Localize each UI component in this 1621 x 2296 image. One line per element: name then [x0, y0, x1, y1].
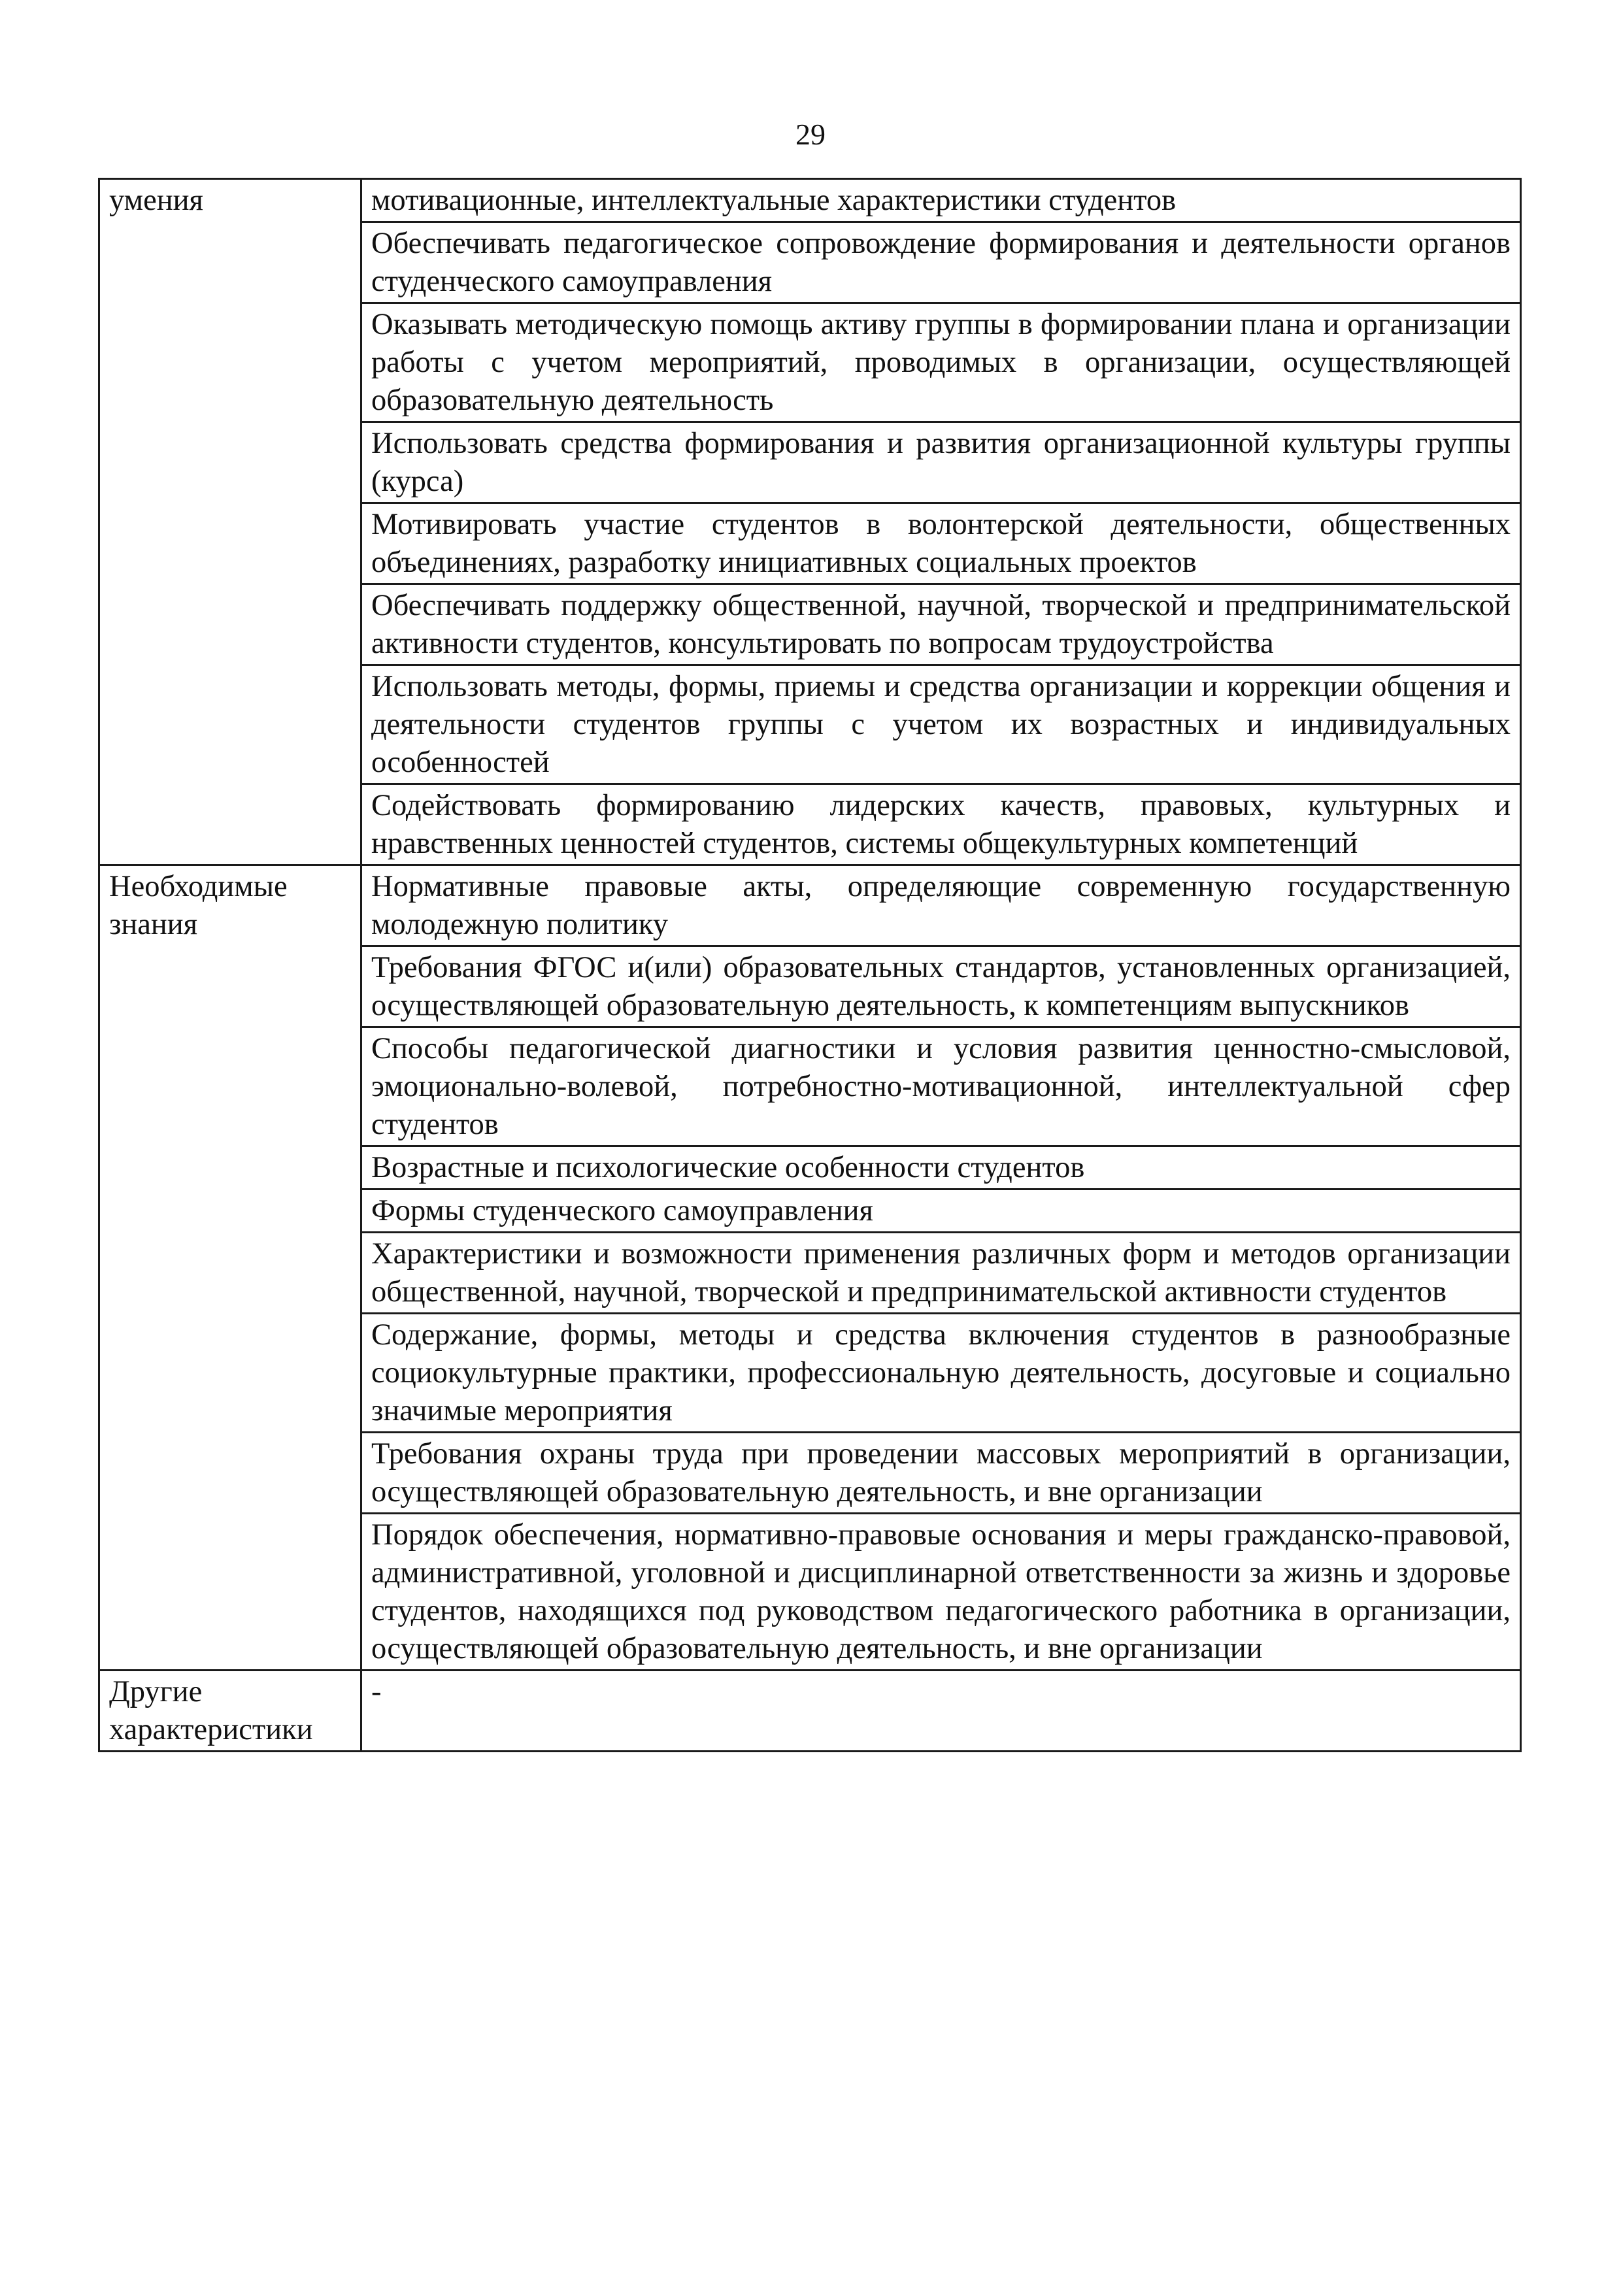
section-label-empty [99, 422, 361, 503]
table-cell: Обеспечивать педагогическое сопровождение формирования и деятельности органов студенческого самоуправления [361, 222, 1521, 303]
table-row [99, 1190, 1521, 1233]
table-cell: Требования ФГОС и(или) образовательных стандартов, установленных организацией, осуществляющей образовательную деятельность, к компетенциям выпускников [361, 946, 1521, 1027]
section-label-empty [99, 665, 361, 784]
table-row [99, 1146, 1521, 1190]
table-cell: Использовать методы, формы, приемы и средства организации и коррекции общения и деятельности студентов группы с учетом их возрастных и индивидуальных особенностей [361, 665, 1521, 784]
table-row [99, 946, 1521, 1027]
table-cell: Содержание, формы, методы и средства включения студентов в разнообразные социокультурные практики, профессиональную деятельность, досуговые и социально значимые мероприятия [361, 1314, 1521, 1433]
section-label-empty [99, 1233, 361, 1314]
section-label-empty [99, 1190, 361, 1233]
table-row [99, 1671, 1521, 1752]
table-cell: Возрастные и психологические особенности студентов [361, 1146, 1521, 1190]
table-cell: Обеспечивать поддержку общественной, научной, творческой и предпринимательской активности студентов, консультировать по вопросам трудоустройства [361, 584, 1521, 665]
table-cell: Мотивировать участие студентов в волонтерской деятельности, общественных объединениях, разработку инициативных социальных проектов [361, 503, 1521, 584]
table-row [99, 303, 1521, 422]
table-cell: Нормативные правовые акты, определяющие современную государственную молодежную политику [361, 865, 1521, 946]
section-label-knowledge: Необходимые знания [99, 865, 361, 946]
table-row [99, 584, 1521, 665]
section-label-empty [99, 784, 361, 865]
section-label-empty [99, 503, 361, 584]
table-row [99, 1233, 1521, 1314]
section-label-empty [99, 1146, 361, 1190]
table-row [99, 1514, 1521, 1671]
table-row [99, 422, 1521, 503]
requirements-table [98, 178, 1522, 1752]
table-cell: Формы студенческого самоуправления [361, 1190, 1521, 1233]
section-label-empty [99, 1514, 361, 1671]
section-label-empty [99, 946, 361, 1027]
section-label-empty [99, 1314, 361, 1433]
table-cell: Оказывать методическую помощь активу группы в формировании плана и организации работы с учетом мероприятий, проводимых в организации, осуществляющей образовательную деятельность [361, 303, 1521, 422]
table-cell: - [361, 1671, 1521, 1752]
table-cell: Способы педагогической диагностики и условия развития ценностно-смысловой, эмоционально-волевой, потребностно-мотивационной, интеллектуальной сфер студентов [361, 1027, 1521, 1146]
section-label-empty [99, 303, 361, 422]
table-row [99, 179, 1521, 222]
table-cell: мотивационные, интеллектуальные характеристики студентов [361, 179, 1521, 222]
table-cell: Порядок обеспечения, нормативно-правовые основания и меры гражданско-правовой, административной, уголовной и дисциплинарной ответственности за жизнь и здоровье студентов, находящихся под руководством педагогического работника в организации, осуществляющей образовательную деятельность, и вне организации [361, 1514, 1521, 1671]
table-row [99, 222, 1521, 303]
table-row [99, 1027, 1521, 1146]
table-cell: Содействовать формированию лидерских качеств, правовых, культурных и нравственных ценностей студентов, системы общекультурных компетенций [361, 784, 1521, 865]
table-row [99, 1314, 1521, 1433]
table-cell: Требования охраны труда при проведении массовых мероприятий в организации, осуществляющей образовательную деятельность, и вне организации [361, 1433, 1521, 1514]
table-cell: Использовать средства формирования и развития организационной культуры группы (курса) [361, 422, 1521, 503]
page-number: 29 [795, 118, 826, 151]
table-cell: Характеристики и возможности применения различных форм и методов организации общественной, научной, творческой и предпринимательской активности студентов [361, 1233, 1521, 1314]
table-row [99, 665, 1521, 784]
section-label-empty [99, 584, 361, 665]
section-label-empty [99, 1433, 361, 1514]
table-row [99, 1433, 1521, 1514]
table-row [99, 865, 1521, 946]
section-label-skills: умения [99, 179, 361, 222]
table-row [99, 784, 1521, 865]
table-row [99, 503, 1521, 584]
section-label-other: Другие характеристики [99, 1671, 361, 1752]
section-label-empty [99, 222, 361, 303]
section-label-empty [99, 1027, 361, 1146]
